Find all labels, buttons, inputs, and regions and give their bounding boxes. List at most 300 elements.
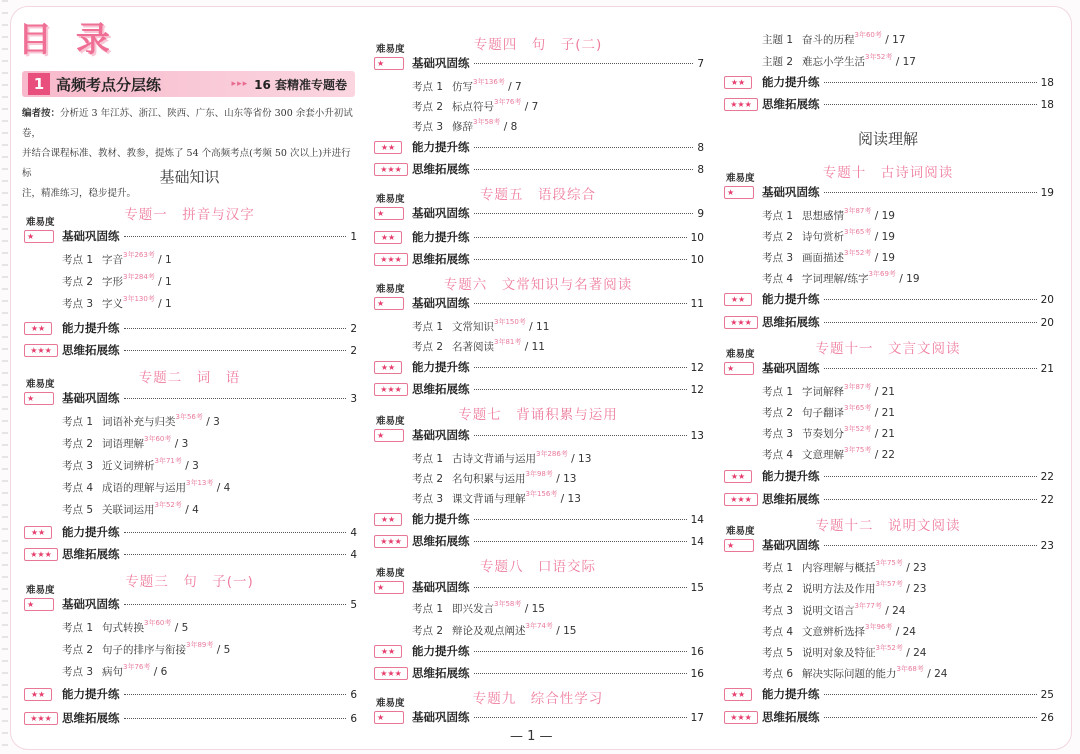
entry-page: 4 — [350, 527, 357, 539]
entry-page: 21 — [1040, 363, 1054, 375]
exam-point-entry[interactable] — [412, 117, 517, 134]
toc-entry[interactable] — [62, 546, 357, 562]
slash-separator: / — [154, 298, 166, 310]
exam-frequency: 3年130考 — [123, 295, 155, 303]
difficulty-label: 难易度 — [376, 284, 405, 295]
leader-dots — [474, 717, 687, 718]
topic-heading[interactable]: 专题八 口语交际 — [480, 559, 596, 575]
toc-entry[interactable] — [412, 511, 704, 527]
editor-note — [22, 104, 357, 204]
entry-page: 20 — [1040, 294, 1054, 306]
toc-entry[interactable] — [412, 665, 704, 681]
exam-point-name: 修辞 — [452, 121, 473, 133]
entry-label: 能力提升练 — [412, 644, 470, 658]
editor-note-line-2: 并结合课程标准、教材、教参，提炼了 54 个高频考点(考频 50 次以上)并进行标 — [22, 148, 351, 179]
exam-point-entry[interactable] — [762, 269, 920, 286]
entry-page: 1 — [350, 231, 357, 243]
entry-page: 12 — [690, 384, 704, 396]
slash-separator: / — [171, 622, 182, 634]
toc-entry[interactable] — [412, 55, 704, 71]
topic-heading[interactable]: 专题四 句 子(二) — [473, 37, 603, 53]
topic-heading[interactable]: 专题五 语段综合 — [480, 187, 596, 203]
leader-dots — [474, 259, 687, 260]
exam-point-name: 文意理解 — [802, 449, 844, 461]
entry-page: 8 — [697, 142, 704, 154]
slash-separator: / — [895, 273, 907, 285]
exam-point-name: 名著阅读 — [452, 341, 494, 353]
exam-point-entry[interactable] — [762, 445, 895, 462]
topic-heading[interactable]: 专题十 古诗词阅读 — [822, 165, 954, 181]
exam-point-entry[interactable] — [762, 643, 926, 660]
exam-point-page: 24 — [934, 668, 948, 680]
entry-label: 基础巩固练 — [62, 391, 120, 405]
exam-point-page: 24 — [913, 647, 927, 659]
exam-point-name: 词语理解 — [102, 438, 144, 450]
exam-frequency: 3年75考 — [875, 559, 903, 567]
entry-page: 16 — [690, 646, 704, 658]
exam-point-name: 节奏划分 — [802, 428, 844, 440]
difficulty-stars-icon: ★★ — [374, 231, 402, 244]
difficulty-stars-icon: ★ — [724, 539, 754, 552]
topic-heading[interactable]: 专题十一 文言文阅读 — [815, 341, 961, 357]
toc-entry[interactable] — [762, 74, 1054, 90]
exam-point-entry[interactable] — [762, 558, 926, 575]
topic-heading[interactable]: 专题九 综合性学习 — [472, 691, 604, 707]
toc-entry[interactable] — [412, 229, 704, 245]
exam-point-number: 考点 1 — [412, 321, 444, 333]
entry-page: 13 — [690, 430, 704, 442]
exam-frequency: 3年52考 — [154, 501, 182, 509]
exam-point-number: 考点 1 — [762, 386, 794, 398]
difficulty-stars-icon: ★★★ — [374, 667, 408, 680]
slash-separator: / — [181, 460, 193, 472]
exam-point-number: 考点 1 — [412, 603, 444, 615]
toc-entry[interactable] — [62, 320, 357, 336]
slash-separator: / — [892, 56, 903, 68]
entry-label: 能力提升练 — [412, 512, 470, 526]
entry-label: 能力提升练 — [762, 687, 820, 701]
exam-frequency: 3年96考 — [865, 623, 893, 631]
entry-label: 思维拓展练 — [62, 711, 120, 725]
exam-point-name: 名句积累与运用 — [452, 473, 526, 485]
entry-label: 基础巩固练 — [412, 428, 470, 442]
slash-separator: / — [525, 321, 537, 333]
exam-point-page: 6 — [160, 666, 168, 678]
section-banner — [22, 71, 355, 97]
exam-point-name: 说明方法及作用 — [802, 583, 876, 595]
exam-point-entry[interactable] — [62, 412, 220, 429]
toc-entry[interactable] — [762, 291, 1054, 307]
entry-label: 基础巩固练 — [412, 296, 470, 310]
entry-page: 14 — [690, 514, 704, 526]
exam-point-number: 主题 2 — [762, 56, 794, 68]
leader-dots — [124, 718, 347, 719]
toc-entry[interactable] — [762, 360, 1054, 376]
entry-page: 23 — [1040, 540, 1054, 552]
exam-point-number: 考点 5 — [762, 647, 794, 659]
entry-label: 思维拓展练 — [762, 315, 820, 329]
exam-point-name: 标点符号 — [452, 101, 494, 113]
exam-point-entry[interactable] — [762, 664, 947, 681]
leader-dots — [824, 717, 1037, 718]
exam-point-number: 考点 1 — [412, 81, 444, 93]
exam-point-number: 考点 6 — [762, 668, 794, 680]
exam-frequency: 3年77考 — [854, 602, 882, 610]
entry-page: 26 — [1040, 712, 1054, 724]
difficulty-stars-icon: ★★★ — [724, 711, 758, 724]
leader-dots — [474, 147, 694, 148]
slash-separator: / — [902, 562, 914, 574]
slash-separator: / — [171, 438, 182, 450]
slash-separator: / — [871, 449, 882, 461]
exam-point-number: 考点 2 — [62, 438, 94, 450]
exam-point-page: 24 — [892, 605, 906, 617]
exam-point-name: 字义 — [102, 298, 123, 310]
difficulty-stars-icon: ★★★ — [724, 98, 758, 111]
slash-separator: / — [213, 482, 224, 494]
exam-point-number: 考点 3 — [62, 460, 94, 472]
entry-label: 思维拓展练 — [412, 382, 470, 396]
toc-entry[interactable] — [412, 139, 704, 155]
exam-point-entry[interactable] — [762, 248, 895, 265]
topic-heading[interactable]: 专题十二 说明文阅读 — [815, 518, 961, 534]
exam-point-page: 3 — [192, 460, 199, 472]
leader-dots — [474, 237, 687, 238]
exam-point-page: 1 — [165, 254, 172, 266]
slash-separator: / — [213, 644, 224, 656]
slash-separator: / — [871, 407, 882, 419]
section-heading: 基础知识 — [159, 168, 220, 186]
leader-dots — [824, 192, 1037, 193]
exam-point-entry[interactable] — [62, 294, 172, 311]
leader-dots — [474, 303, 687, 304]
exam-frequency: 3年75考 — [844, 446, 872, 454]
slash-separator: / — [871, 252, 882, 264]
toc-entry[interactable] — [762, 184, 1054, 200]
exam-point-number: 考点 4 — [62, 482, 94, 494]
leader-dots — [474, 389, 687, 390]
entry-label: 基础巩固练 — [412, 710, 470, 724]
toc-entry[interactable] — [762, 686, 1054, 702]
banner-arrows-icon: ▸▸▸ — [231, 79, 249, 89]
editor-note-line-1: 分析近 3 年江苏、浙江、陕西、广东、山东等省份 300 余套小升初试卷， — [22, 108, 353, 139]
difficulty-stars-icon: ★★★ — [374, 253, 408, 266]
entry-label: 思维拓展练 — [762, 97, 820, 111]
exam-frequency: 3年150考 — [494, 318, 526, 326]
slash-separator: / — [557, 493, 568, 505]
toc-entry[interactable] — [762, 537, 1054, 553]
exam-point-page: 13 — [567, 493, 581, 505]
exam-point-entry[interactable] — [412, 317, 549, 334]
exam-point-page: 7 — [515, 81, 522, 93]
entry-page: 8 — [697, 164, 704, 176]
exam-point-page: 4 — [192, 504, 199, 516]
entry-page: 19 — [1040, 187, 1054, 199]
exam-point-number: 考点 2 — [762, 407, 794, 419]
difficulty-stars-icon: ★★ — [374, 645, 402, 658]
leader-dots — [124, 398, 347, 399]
difficulty-stars-icon: ★★ — [24, 688, 52, 701]
exam-point-page: 22 — [881, 449, 895, 461]
exam-point-entry[interactable] — [762, 579, 926, 596]
section-heading: 阅读理解 — [857, 130, 918, 148]
topic-heading[interactable]: 专题七 背诵积累与运用 — [458, 407, 618, 423]
exam-point-entry[interactable] — [62, 478, 230, 495]
difficulty-label: 难易度 — [26, 217, 55, 228]
banner-number: 1 — [28, 73, 50, 95]
exam-frequency: 3年68考 — [896, 665, 924, 673]
exam-frequency: 3年286考 — [536, 450, 568, 458]
exam-point-page: 17 — [902, 56, 916, 68]
entry-label: 能力提升练 — [762, 292, 820, 306]
toc-entry[interactable] — [762, 709, 1054, 725]
leader-dots — [474, 435, 687, 436]
difficulty-stars-icon: ★ — [374, 581, 404, 594]
entry-label: 基础巩固练 — [412, 580, 470, 594]
exam-point-entry[interactable] — [762, 227, 895, 244]
exam-point-number: 考点 3 — [412, 121, 444, 133]
exam-frequency: 3年87考 — [844, 207, 872, 215]
toc-entry[interactable] — [412, 295, 704, 311]
topic-heading[interactable]: 专题一 拼音与汉字 — [124, 207, 255, 223]
slash-separator: / — [902, 647, 914, 659]
exam-point-name: 诗句赏析 — [802, 231, 844, 243]
exam-point-entry[interactable] — [412, 621, 576, 638]
entry-page: 5 — [350, 599, 357, 611]
toc-entry[interactable] — [62, 710, 357, 726]
exam-point-number: 考点 1 — [762, 210, 794, 222]
exam-point-name: 说明对象及特征 — [802, 647, 876, 659]
entry-label: 基础巩固练 — [62, 597, 120, 611]
toc-entry[interactable] — [62, 686, 357, 702]
entry-label: 思维拓展练 — [412, 534, 470, 548]
exam-point-number: 考点 1 — [412, 453, 444, 465]
leader-dots — [474, 63, 694, 64]
exam-point-page: 3 — [181, 438, 189, 450]
exam-point-page: 19 — [906, 273, 920, 285]
entry-label: 能力提升练 — [412, 140, 470, 154]
slash-separator: / — [871, 386, 882, 398]
exam-point-page: 15 — [563, 625, 577, 637]
toc-entry[interactable] — [412, 427, 704, 443]
exam-point-name: 近义词辨析 — [102, 460, 155, 472]
entry-label: 基础巩固练 — [762, 361, 820, 375]
exam-point-number: 考点 3 — [762, 428, 794, 440]
exam-frequency: 3年89考 — [186, 641, 214, 649]
toc-entry[interactable] — [762, 468, 1054, 484]
exam-frequency: 3年98考 — [525, 470, 553, 478]
exam-point-number: 考点 1 — [762, 562, 794, 574]
exam-point-number: 考点 2 — [412, 473, 444, 485]
slash-separator: / — [552, 473, 564, 485]
exam-frequency: 3年65考 — [844, 404, 872, 412]
exam-point-page: 7 — [531, 101, 539, 113]
exam-point-page: 19 — [881, 210, 895, 222]
exam-point-name: 病句 — [102, 666, 123, 678]
leader-dots — [824, 499, 1037, 500]
topic-heading[interactable]: 专题三 句 子(一) — [125, 574, 254, 590]
exam-point-entry[interactable] — [62, 662, 167, 679]
slash-separator: / — [881, 605, 893, 617]
exam-frequency: 3年81考 — [494, 338, 522, 346]
leader-dots — [124, 554, 347, 555]
exam-point-number: 考点 5 — [62, 504, 94, 516]
exam-point-entry[interactable] — [62, 500, 199, 517]
difficulty-stars-icon: ★★★ — [374, 383, 408, 396]
entry-label: 思维拓展练 — [62, 547, 120, 561]
entry-page: 14 — [690, 536, 704, 548]
exam-point-entry[interactable] — [762, 206, 895, 223]
exam-frequency: 3年74考 — [525, 622, 553, 630]
slash-separator: / — [500, 121, 511, 133]
exam-point-entry[interactable] — [412, 337, 545, 354]
exam-point-number: 考点 1 — [62, 416, 94, 428]
exam-frequency: 3年52考 — [844, 425, 872, 433]
toc-entry[interactable] — [412, 205, 704, 221]
toc-entry[interactable] — [762, 96, 1054, 112]
exam-point-entry[interactable] — [762, 30, 905, 47]
exam-point-entry[interactable] — [762, 622, 916, 639]
exam-point-name: 句子翻译 — [802, 407, 844, 419]
entry-page: 17 — [690, 712, 704, 724]
entry-label: 基础巩固练 — [412, 56, 470, 70]
exam-point-number: 考点 4 — [762, 626, 794, 638]
difficulty-stars-icon: ★ — [374, 297, 404, 310]
exam-point-entry[interactable] — [412, 77, 522, 94]
exam-point-entry[interactable] — [412, 449, 591, 466]
exam-point-entry[interactable] — [762, 52, 916, 69]
leader-dots — [474, 519, 687, 520]
exam-point-number: 考点 3 — [62, 666, 94, 678]
entry-page: 2 — [350, 323, 357, 335]
toc-entry[interactable] — [762, 314, 1054, 330]
slash-separator: / — [504, 81, 516, 93]
leader-dots — [124, 350, 347, 351]
exam-point-number: 考点 4 — [762, 273, 794, 285]
exam-point-name: 即兴发言 — [452, 603, 494, 615]
difficulty-label: 难易度 — [726, 349, 755, 360]
leader-dots — [474, 541, 687, 542]
difficulty-label: 难易度 — [376, 416, 405, 427]
entry-page: 10 — [690, 232, 704, 244]
exam-point-entry[interactable] — [412, 489, 581, 506]
toc-entry[interactable] — [412, 533, 704, 549]
slash-separator: / — [871, 428, 882, 440]
exam-point-name: 文常知识 — [452, 321, 494, 333]
toc-entry[interactable] — [62, 524, 357, 540]
exam-point-entry[interactable] — [412, 599, 545, 616]
exam-point-entry[interactable] — [62, 272, 172, 289]
exam-point-name: 难忘小学生活 — [802, 56, 865, 68]
toc-entry[interactable] — [412, 359, 704, 375]
difficulty-stars-icon: ★★ — [24, 322, 52, 335]
exam-point-entry[interactable] — [62, 250, 172, 267]
toc-entry[interactable] — [62, 390, 357, 406]
toc-entry[interactable] — [412, 251, 704, 267]
toc-entry[interactable] — [62, 596, 357, 612]
entry-label: 思维拓展练 — [412, 252, 470, 266]
slash-separator: / — [892, 626, 903, 638]
exam-point-entry[interactable] — [62, 618, 188, 635]
exam-point-name: 古诗文背诵与运用 — [452, 453, 536, 465]
entry-label: 能力提升练 — [62, 525, 120, 539]
exam-point-page: 5 — [181, 622, 189, 634]
difficulty-stars-icon: ★ — [724, 186, 754, 199]
exam-frequency: 3年58考 — [494, 600, 522, 608]
difficulty-stars-icon: ★★ — [374, 513, 402, 526]
difficulty-stars-icon: ★★ — [374, 141, 402, 154]
exam-point-page: 21 — [881, 428, 895, 440]
exam-point-entry[interactable] — [62, 456, 199, 473]
exam-point-name: 句式转换 — [102, 622, 144, 634]
slash-separator: / — [150, 666, 161, 678]
difficulty-stars-icon: ★★★ — [24, 344, 58, 357]
entry-page: 9 — [697, 208, 704, 220]
exam-point-number: 考点 1 — [62, 622, 94, 634]
leader-dots — [824, 104, 1037, 105]
exam-point-entry[interactable] — [62, 434, 188, 451]
difficulty-label: 难易度 — [376, 44, 405, 55]
toc-entry[interactable] — [412, 643, 704, 659]
difficulty-stars-icon: ★★ — [724, 76, 752, 89]
toc-entry[interactable] — [762, 491, 1054, 507]
leader-dots — [124, 236, 347, 237]
slash-separator: / — [154, 254, 166, 266]
exam-point-entry[interactable] — [62, 640, 230, 657]
exam-point-name: 课文背诵与理解 — [452, 493, 526, 505]
toc-entry[interactable] — [412, 709, 704, 725]
exam-point-entry[interactable] — [762, 424, 895, 441]
exam-point-number: 考点 2 — [62, 644, 94, 656]
difficulty-stars-icon: ★★★ — [374, 163, 408, 176]
exam-point-entry[interactable] — [762, 403, 895, 420]
toc-entry[interactable] — [412, 579, 704, 595]
entry-page: 22 — [1040, 494, 1054, 506]
exam-point-entry[interactable] — [762, 382, 895, 399]
entry-label: 思维拓展练 — [412, 162, 470, 176]
entry-page: 6 — [350, 713, 357, 725]
topic-heading[interactable]: 专题六 文常知识与名著阅读 — [443, 277, 633, 293]
banner-title: 高频考点分层练 — [56, 75, 162, 94]
exam-point-name: 辩论及观点阐述 — [452, 625, 526, 637]
exam-frequency: 3年58考 — [473, 118, 501, 126]
entry-page: 10 — [690, 254, 704, 266]
exam-point-page: 17 — [892, 34, 906, 46]
exam-point-entry[interactable] — [412, 469, 576, 486]
toc-entry[interactable] — [62, 228, 357, 244]
entry-label: 能力提升练 — [62, 687, 120, 701]
exam-point-name: 成语的理解与运用 — [102, 482, 186, 494]
exam-point-name: 词语补充与归类 — [102, 416, 176, 428]
entry-label: 思维拓展练 — [762, 492, 820, 506]
exam-point-number: 考点 2 — [412, 101, 444, 113]
toc-entry[interactable] — [62, 342, 357, 358]
entry-page: 2 — [350, 345, 357, 357]
exam-frequency: 3年60考 — [854, 31, 882, 39]
exam-point-entry[interactable] — [412, 97, 538, 114]
exam-point-page: 13 — [563, 473, 577, 485]
entry-label: 能力提升练 — [762, 75, 820, 89]
entry-page: 18 — [1040, 99, 1054, 111]
toc-entry[interactable] — [412, 161, 704, 177]
exam-frequency: 3年76考 — [123, 663, 151, 671]
slash-separator: / — [567, 453, 579, 465]
exam-point-number: 考点 3 — [762, 605, 794, 617]
topic-heading[interactable]: 专题二 词 语 — [138, 370, 241, 386]
difficulty-stars-icon: ★ — [374, 429, 404, 442]
toc-entry[interactable] — [412, 381, 704, 397]
exam-point-entry[interactable] — [762, 601, 905, 618]
